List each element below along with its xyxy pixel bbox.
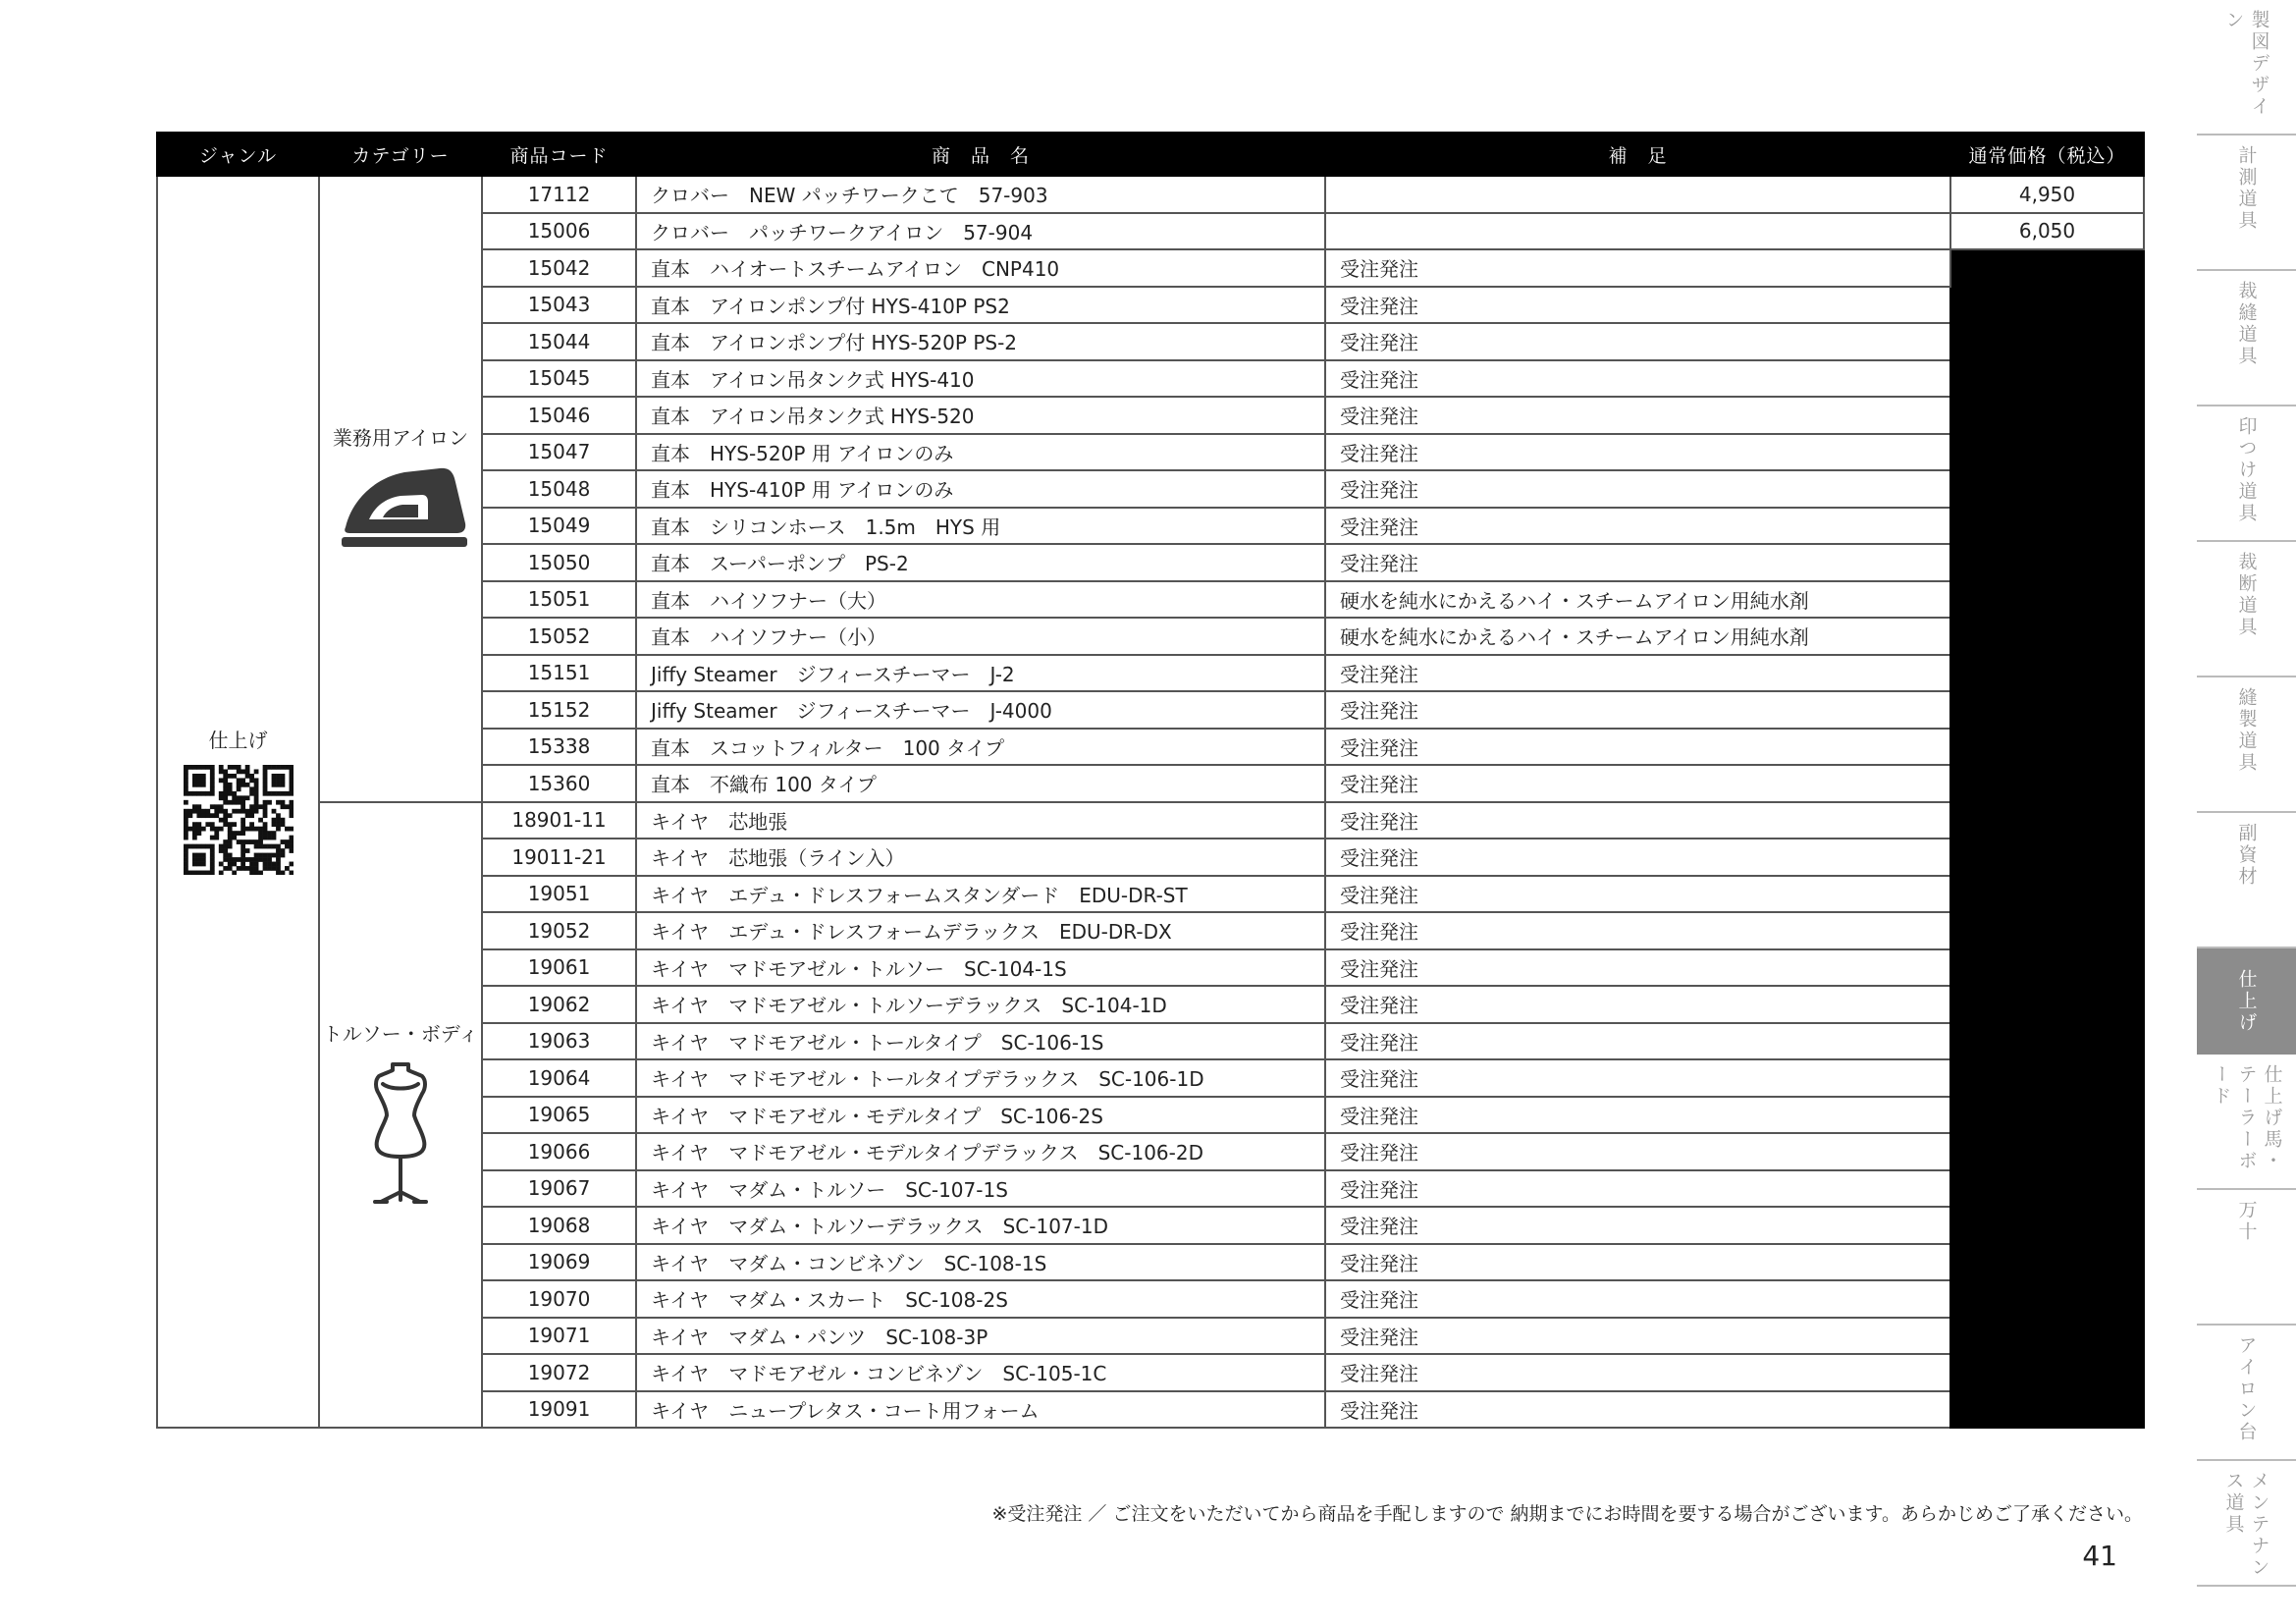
product-name: 直本 アイロン吊タンク式 HYS-410 xyxy=(636,360,1325,398)
iron-icon xyxy=(332,462,469,551)
side-tab-label: アイロン台 xyxy=(2235,1335,2258,1443)
product-note: 受注発注 xyxy=(1325,986,1950,1023)
product-code: 15045 xyxy=(482,360,636,398)
genre-cell xyxy=(157,176,319,1428)
product-note: 受注発注 xyxy=(1325,691,1950,729)
product-note: 受注発注 xyxy=(1325,655,1950,692)
product-note: 受注発注 xyxy=(1325,287,1950,324)
product-note: 受注発注 xyxy=(1325,1097,1950,1134)
product-note: 受注発注 xyxy=(1325,839,1950,876)
product-code: 15049 xyxy=(482,508,636,545)
product-code: 15006 xyxy=(482,213,636,250)
product-name: キイヤ マドモアゼル・トルソー SC-104-1S xyxy=(636,949,1325,987)
product-code: 19061 xyxy=(482,949,636,987)
product-name: 直本 ハイソフナー（小） xyxy=(636,618,1325,655)
side-tab-3[interactable] xyxy=(2197,406,2296,542)
product-note: 受注発注 xyxy=(1325,323,1950,360)
product-name: キイヤ マドモアゼル・トールタイプデラックス SC-106-1D xyxy=(636,1059,1325,1097)
product-code: 19052 xyxy=(482,912,636,949)
product-name: クロバー パッチワークアイロン 57-904 xyxy=(636,213,1325,250)
product-code: 19062 xyxy=(482,986,636,1023)
side-tab-4[interactable] xyxy=(2197,542,2296,677)
product-code: 19067 xyxy=(482,1170,636,1208)
catalog-table xyxy=(156,132,2145,1429)
product-name: 直本 スコットフィルター 100 タイプ xyxy=(636,729,1325,766)
product-note: 受注発注 xyxy=(1325,1244,1950,1281)
product-note xyxy=(1325,176,1950,213)
footnote: ※受注発注 ／ ご注文をいただいてから商品を手配しますので 納期までにお時間を要する場合がございます。あらかじめご了承ください。 xyxy=(991,1503,2143,1525)
side-tab-label: 印つけ道具 xyxy=(2235,416,2258,524)
product-code: 19070 xyxy=(482,1280,636,1318)
side-tab-label: 裁縫道具 xyxy=(2235,281,2258,367)
product-note: 受注発注 xyxy=(1325,1207,1950,1244)
product-note: 受注発注 xyxy=(1325,508,1950,545)
header-name: 商 品 名 xyxy=(636,133,1325,176)
side-tab-label: メンテナンス道具 xyxy=(2222,1471,2270,1579)
side-tab-label: 裁断道具 xyxy=(2235,552,2258,638)
product-name: クロバー NEW パッチワークこて 57-903 xyxy=(636,176,1325,213)
side-tab-label: 副資材 xyxy=(2235,823,2258,888)
product-name: キイヤ マダム・スカート SC-108-2S xyxy=(636,1280,1325,1318)
side-tab-11[interactable] xyxy=(2197,1461,2296,1587)
product-note: 受注発注 xyxy=(1325,949,1950,987)
product-note: 受注発注 xyxy=(1325,1318,1950,1355)
product-code: 15047 xyxy=(482,434,636,471)
header-genre: ジャンル xyxy=(157,133,319,176)
product-note: 受注発注 xyxy=(1325,249,1950,287)
product-code: 19051 xyxy=(482,876,636,913)
product-name: キイヤ マダム・トルソーデラックス SC-107-1D xyxy=(636,1207,1325,1244)
product-code: 19091 xyxy=(482,1391,636,1429)
genre-label: 仕上げ xyxy=(208,728,268,752)
side-tab-10[interactable] xyxy=(2197,1326,2296,1461)
side-tab-5[interactable] xyxy=(2197,677,2296,813)
table-row xyxy=(157,176,2144,213)
product-note: 受注発注 xyxy=(1325,765,1950,802)
category-label: 業務用アイロン xyxy=(332,425,469,450)
product-name: 直本 アイロンポンプ付 HYS-410P PS2 xyxy=(636,287,1325,324)
side-tabs xyxy=(2197,0,2296,1624)
product-name: キイヤ マダム・トルソー SC-107-1S xyxy=(636,1170,1325,1208)
product-name: 直本 HYS-520P 用 アイロンのみ xyxy=(636,434,1325,471)
product-note: 硬水を純水にかえるハイ・スチームアイロン用純水剤 xyxy=(1325,618,1950,655)
product-name: Jiffy Steamer ジフィースチーマー J-4000 xyxy=(636,691,1325,729)
product-name: 直本 スーパーポンプ PS-2 xyxy=(636,544,1325,581)
product-name: 直本 ハイソフナー（大） xyxy=(636,581,1325,619)
product-note: 受注発注 xyxy=(1325,912,1950,949)
product-price: 4,950 xyxy=(1950,176,2144,213)
product-code: 15050 xyxy=(482,544,636,581)
page-number: 41 xyxy=(2082,1540,2117,1572)
product-code: 18901-11 xyxy=(482,802,636,839)
product-name: 直本 シリコンホース 1.5m HYS 用 xyxy=(636,508,1325,545)
side-tab-1[interactable] xyxy=(2197,135,2296,271)
product-code: 15048 xyxy=(482,470,636,508)
product-code: 15043 xyxy=(482,287,636,324)
product-code: 15151 xyxy=(482,655,636,692)
product-code: 15046 xyxy=(482,397,636,434)
side-tab-label: 縫製道具 xyxy=(2235,687,2258,774)
product-name: 直本 ハイオートスチームアイロン CNP410 xyxy=(636,249,1325,287)
side-tab-8[interactable] xyxy=(2197,1055,2296,1190)
product-code: 15051 xyxy=(482,581,636,619)
side-tab-label: 製図デザイン xyxy=(2222,10,2270,118)
product-name: キイヤ エデュ・ドレスフォームスタンダード EDU-DR-ST xyxy=(636,876,1325,913)
product-name: キイヤ マドモアゼル・トールタイプ SC-106-1S xyxy=(636,1023,1325,1060)
product-code: 15052 xyxy=(482,618,636,655)
product-note: 受注発注 xyxy=(1325,1023,1950,1060)
product-name: キイヤ マドモアゼル・コンビネゾン SC-105-1C xyxy=(636,1354,1325,1391)
product-price: 6,050 xyxy=(1950,213,2144,250)
product-code: 17112 xyxy=(482,176,636,213)
product-name: 直本 不織布 100 タイプ xyxy=(636,765,1325,802)
product-note: 受注発注 xyxy=(1325,1280,1950,1318)
product-name: キイヤ マダム・パンツ SC-108-3P xyxy=(636,1318,1325,1355)
product-code: 19069 xyxy=(482,1244,636,1281)
category-cell xyxy=(319,176,482,802)
product-name: 直本 アイロン吊タンク式 HYS-520 xyxy=(636,397,1325,434)
product-note: 受注発注 xyxy=(1325,1059,1950,1097)
category-label: トルソー・ボディ xyxy=(322,1022,479,1047)
product-note: 受注発注 xyxy=(1325,729,1950,766)
side-tab-9[interactable] xyxy=(2197,1190,2296,1326)
product-note: 受注発注 xyxy=(1325,1354,1950,1391)
product-note: 受注発注 xyxy=(1325,397,1950,434)
side-tab-7[interactable] xyxy=(2197,948,2296,1055)
table-body xyxy=(157,176,2144,1428)
product-code: 15360 xyxy=(482,765,636,802)
price-blocked-area xyxy=(1950,249,2144,1428)
product-name: キイヤ 芯地張（ライン入） xyxy=(636,839,1325,876)
header-code: 商品コード xyxy=(482,133,636,176)
table-header-row xyxy=(157,133,2144,176)
product-code: 15042 xyxy=(482,249,636,287)
product-code: 19066 xyxy=(482,1133,636,1170)
qr-code-icon xyxy=(184,765,294,875)
product-note xyxy=(1325,213,1950,250)
product-code: 19072 xyxy=(482,1354,636,1391)
product-note: 受注発注 xyxy=(1325,1170,1950,1208)
side-tab-label: 万十 xyxy=(2235,1200,2258,1243)
product-code: 15338 xyxy=(482,729,636,766)
table-row xyxy=(157,802,2144,839)
product-note: 受注発注 xyxy=(1325,470,1950,508)
product-note: 受注発注 xyxy=(1325,1133,1950,1170)
product-note: 受注発注 xyxy=(1325,544,1950,581)
product-code: 19064 xyxy=(482,1059,636,1097)
header-note: 補 足 xyxy=(1325,133,1950,176)
product-code: 19068 xyxy=(482,1207,636,1244)
side-tab-2[interactable] xyxy=(2197,271,2296,406)
product-name: キイヤ エデュ・ドレスフォームデラックス EDU-DR-DX xyxy=(636,912,1325,949)
product-code: 19063 xyxy=(482,1023,636,1060)
product-code: 15044 xyxy=(482,323,636,360)
product-note: 受注発注 xyxy=(1325,434,1950,471)
product-name: 直本 アイロンポンプ付 HYS-520P PS-2 xyxy=(636,323,1325,360)
product-code: 19011-21 xyxy=(482,839,636,876)
header-category: カテゴリー xyxy=(319,133,482,176)
side-tab-0[interactable] xyxy=(2197,0,2296,135)
category-cell xyxy=(319,802,482,1429)
product-note: 受注発注 xyxy=(1325,1391,1950,1429)
product-name: キイヤ マドモアゼル・トルソーデラックス SC-104-1D xyxy=(636,986,1325,1023)
side-tab-label: 仕上げ馬・テーラーボード xyxy=(2210,1064,2283,1172)
product-name: キイヤ 芯地張 xyxy=(636,802,1325,839)
side-tab-6[interactable] xyxy=(2197,813,2296,948)
product-code: 19065 xyxy=(482,1097,636,1134)
product-name: キイヤ ニュープレタス・コート用フォーム xyxy=(636,1391,1325,1429)
product-note: 受注発注 xyxy=(1325,802,1950,839)
product-note: 受注発注 xyxy=(1325,876,1950,913)
product-name: Jiffy Steamer ジフィースチーマー J-2 xyxy=(636,655,1325,692)
dress-form-icon xyxy=(361,1058,440,1206)
header-price: 通常価格（税込） xyxy=(1950,133,2144,176)
product-name: キイヤ マダム・コンビネゾン SC-108-1S xyxy=(636,1244,1325,1281)
side-tab-label: 計測道具 xyxy=(2235,145,2258,232)
product-note: 硬水を純水にかえるハイ・スチームアイロン用純水剤 xyxy=(1325,581,1950,619)
product-code: 15152 xyxy=(482,691,636,729)
product-name: キイヤ マドモアゼル・モデルタイプデラックス SC-106-2D xyxy=(636,1133,1325,1170)
product-code: 19071 xyxy=(482,1318,636,1355)
product-name: キイヤ マドモアゼル・モデルタイプ SC-106-2S xyxy=(636,1097,1325,1134)
product-name: 直本 HYS-410P 用 アイロンのみ xyxy=(636,470,1325,508)
product-note: 受注発注 xyxy=(1325,360,1950,398)
side-tab-label: 仕上げ xyxy=(2235,969,2258,1034)
